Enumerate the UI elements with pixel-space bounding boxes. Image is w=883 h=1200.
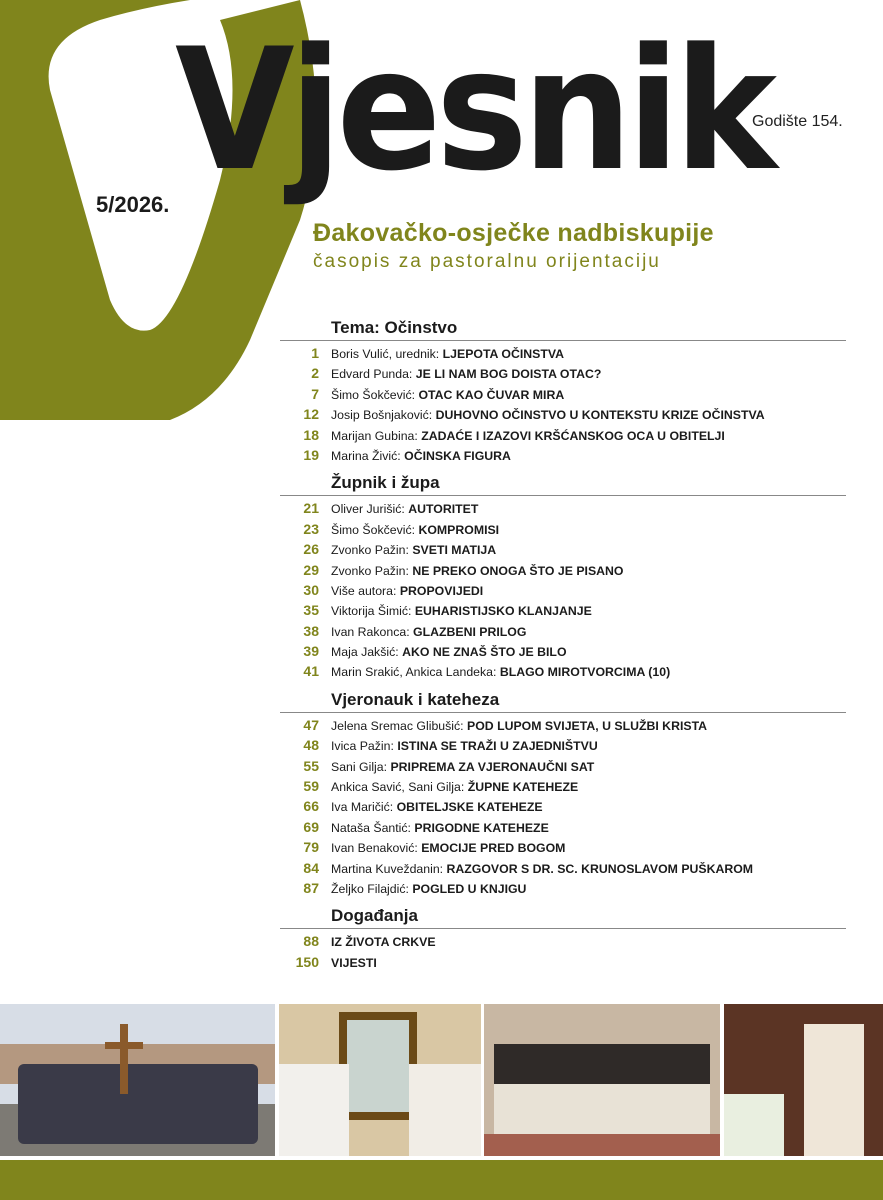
page-number: 19 xyxy=(303,446,319,463)
article-author: Sani Gilja: xyxy=(331,759,388,774)
page-number: 18 xyxy=(303,426,319,443)
article-author: Željko Filajdić: xyxy=(331,881,409,896)
toc-entry[interactable] xyxy=(280,427,846,447)
toc-entry[interactable] xyxy=(280,562,846,582)
page-number: 26 xyxy=(303,541,319,558)
article-author: Marin Srakić, Ankica Landeka: xyxy=(331,665,497,680)
article-title: OBITELJSKE KATEHEZE xyxy=(396,800,543,815)
article-author: Oliver Jurišić: xyxy=(331,502,405,517)
page-number: 88 xyxy=(303,933,319,950)
page-number: 84 xyxy=(303,859,319,876)
article-title: GLAZBENI PRILOG xyxy=(413,624,527,639)
toc-entry[interactable] xyxy=(280,954,846,974)
toc-entry[interactable] xyxy=(280,717,846,737)
toc-entry[interactable] xyxy=(280,758,846,778)
article-title: JE LI NAM BOG DOISTA OTAC? xyxy=(415,367,602,382)
photo-divine-mercy xyxy=(279,1004,481,1156)
page-number: 69 xyxy=(303,818,319,835)
page-number: 12 xyxy=(303,406,319,423)
toc-entry[interactable] xyxy=(280,819,846,839)
article-author: Edvard Punda: xyxy=(331,367,413,382)
footer-bar xyxy=(0,1160,883,1200)
page-number: 55 xyxy=(303,757,319,774)
photo-strip xyxy=(0,1004,883,1156)
toc-entry[interactable] xyxy=(280,623,846,643)
page-number: 21 xyxy=(303,500,319,517)
page-number: 87 xyxy=(303,879,319,896)
photo-bishop xyxy=(724,1004,883,1156)
photo-choir xyxy=(484,1004,720,1156)
article-author: Viktorija Šimić: xyxy=(331,604,412,619)
article-author: Šimo Šokčević: xyxy=(331,522,416,537)
toc-entry[interactable] xyxy=(280,737,846,757)
toc-entry[interactable] xyxy=(280,541,846,561)
toc-entry[interactable] xyxy=(280,880,846,900)
article-author: Jelena Sremac Glibušić: xyxy=(331,718,464,733)
v-edge xyxy=(0,0,40,420)
page-number: 59 xyxy=(303,778,319,795)
toc-section xyxy=(280,690,846,901)
page-number: 150 xyxy=(295,953,319,970)
article-title: OTAC KAO ČUVAR MIRA xyxy=(418,387,565,402)
article-title: OČINSKA FIGURA xyxy=(404,448,511,463)
section-title: Događanja xyxy=(280,906,846,929)
article-title: EMOCIJE PRED BOGOM xyxy=(421,841,566,856)
article-author: Marina Živić: xyxy=(331,448,401,463)
page-number: 35 xyxy=(303,602,319,619)
article-title: NE PREKO ONOGA ŠTO JE PISANO xyxy=(412,563,624,578)
page-number: 79 xyxy=(303,839,319,856)
article-title: SVETI MATIJA xyxy=(412,543,497,558)
masthead-title: Vjesnik xyxy=(175,12,772,208)
photo-pilgrims xyxy=(0,1004,275,1156)
table-of-contents xyxy=(280,318,846,980)
toc-entry[interactable] xyxy=(280,839,846,859)
page-number: 47 xyxy=(303,716,319,733)
article-title: POD LUPOM SVIJETA, U SLUŽBI KRISTA xyxy=(467,718,708,733)
article-author: Šimo Šokčević: xyxy=(331,387,416,402)
article-title: VIJESTI xyxy=(331,955,377,970)
page-number: 7 xyxy=(311,385,319,402)
article-author: Ivan Benaković: xyxy=(331,841,418,856)
article-author: Ivica Pažin: xyxy=(331,739,394,754)
page-number: 30 xyxy=(303,581,319,598)
article-title: LJEPOTA OČINSTVA xyxy=(442,347,565,361)
article-author: Martina Kuveždanin: xyxy=(331,861,444,876)
article-title: BLAGO MIROTVORCIMA (10) xyxy=(499,665,671,680)
article-author: Ivan Rakonca: xyxy=(331,624,410,639)
article-author: Iva Maričić: xyxy=(331,800,394,815)
article-author: Marijan Gubina: xyxy=(331,428,418,443)
toc-entry[interactable] xyxy=(280,386,846,406)
page-number: 66 xyxy=(303,798,319,815)
toc-entry[interactable] xyxy=(280,602,846,622)
toc-section xyxy=(280,318,846,467)
toc-section xyxy=(280,473,846,684)
section-title: Tema: Očinstvo xyxy=(280,318,846,341)
page-number: 1 xyxy=(311,345,319,361)
article-author: Zvonko Pažin: xyxy=(331,543,409,558)
section-title: Župnik i župa xyxy=(280,473,846,496)
article-title: RAZGOVOR S DR. SC. KRUNOSLAVOM PUŠKAROM xyxy=(446,861,754,876)
toc-entry[interactable] xyxy=(280,406,846,426)
article-title: PRIGODNE KATEHEZE xyxy=(414,820,549,835)
article-title: PRIPREMA ZA VJERONAUČNI SAT xyxy=(390,759,595,774)
article-author: Maja Jakšić: xyxy=(331,645,399,660)
article-title: AKO NE ZNAŠ ŠTO JE BILO xyxy=(402,645,567,660)
article-title: EUHARISTIJSKO KLANJANJE xyxy=(414,604,592,619)
article-author: Josip Bošnjaković: xyxy=(331,408,433,423)
toc-entry[interactable] xyxy=(280,663,846,683)
toc-entry[interactable] xyxy=(280,643,846,663)
toc-entry[interactable] xyxy=(280,521,846,541)
toc-entry[interactable] xyxy=(280,860,846,880)
page-number: 29 xyxy=(303,561,319,578)
article-title: ŽUPNE KATEHEZE xyxy=(467,780,579,795)
article-title: POGLED U KNJIGU xyxy=(412,881,527,896)
toc-entry[interactable] xyxy=(280,798,846,818)
page-number: 2 xyxy=(311,365,319,382)
article-title: DUHOVNO OČINSTVO U KONTEKSTU KRIZE OČINSTVA xyxy=(435,408,765,423)
article-author: Boris Vulić, urednik: xyxy=(331,347,440,361)
toc-entry[interactable] xyxy=(280,345,846,365)
article-author: Zvonko Pažin: xyxy=(331,563,409,578)
issue-number: 5/2026. xyxy=(96,192,170,217)
page-number: 48 xyxy=(303,737,319,754)
page-number: 23 xyxy=(303,520,319,537)
section-title: Vjeronauk i kateheza xyxy=(280,690,846,713)
article-author: Nataša Šantić: xyxy=(331,820,411,835)
masthead-subtitle: Đakovačko-osječke nadbiskupije xyxy=(313,219,714,247)
toc-entry[interactable] xyxy=(280,447,846,467)
masthead-tagline: časopis za pastoralnu orijentaciju xyxy=(313,251,661,272)
toc-entry[interactable] xyxy=(280,582,846,602)
article-author: Više autora: xyxy=(331,583,397,598)
article-title: KOMPROMISI xyxy=(418,522,500,537)
article-title: ZADAĆE I IZAZOVI KRŠĆANSKOG OCA U OBITELJI xyxy=(421,428,725,443)
volume-label: Godište 154. xyxy=(752,113,843,130)
toc-entry[interactable] xyxy=(280,500,846,520)
page-number: 38 xyxy=(303,622,319,639)
toc-entry[interactable] xyxy=(280,778,846,798)
article-title: IZ ŽIVOTA CRKVE xyxy=(331,935,436,950)
article-title: ISTINA SE TRAŽI U ZAJEDNIŠTVU xyxy=(397,739,598,754)
article-title: AUTORITET xyxy=(408,502,479,517)
article-author: Ankica Savić, Sani Gilja: xyxy=(331,780,465,795)
toc-section xyxy=(280,906,846,974)
article-title: PROPOVIJEDI xyxy=(399,583,484,598)
toc-entry[interactable] xyxy=(280,365,846,385)
page-number: 39 xyxy=(303,643,319,660)
toc-entry[interactable] xyxy=(280,933,846,953)
page-number: 41 xyxy=(303,663,319,680)
